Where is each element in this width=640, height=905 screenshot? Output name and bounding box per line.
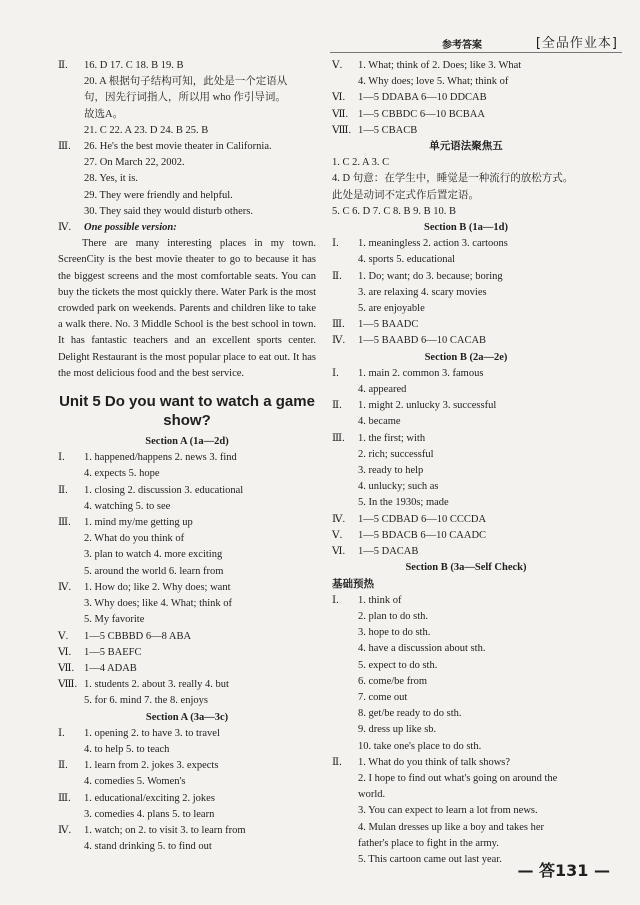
answer-text: 1. mind my/me getting up xyxy=(84,517,193,529)
question-number: Ⅱ. xyxy=(332,270,342,282)
answer-text: 1. How do; like 2. Why does; want xyxy=(84,581,231,593)
answer-line xyxy=(332,674,600,690)
page-header xyxy=(330,30,622,53)
answer-line xyxy=(58,839,316,855)
answer-line xyxy=(332,755,600,771)
answer-text: 3. hope to do sth. xyxy=(358,627,431,639)
answer-line xyxy=(332,58,600,74)
answer-text: 5. for 6. mind 7. the 8. enjoys xyxy=(84,695,208,707)
answer-text: 1—5 DACAB xyxy=(358,546,419,558)
answer-line xyxy=(58,499,316,515)
right-column xyxy=(332,58,600,868)
answer-line xyxy=(332,787,600,803)
section-b1-title: Section B (1a—1d) xyxy=(424,222,508,234)
answer-line xyxy=(58,74,316,90)
question-number: Ⅱ. xyxy=(58,760,68,772)
answer-line xyxy=(332,495,600,511)
answer-text: 30. They said they would disturb others. xyxy=(84,205,253,217)
answer-line xyxy=(58,596,316,612)
answer-text: 5. This cartoon came out last year. xyxy=(358,853,502,865)
answer-text: 4. to help 5. to teach xyxy=(84,743,170,755)
answer-line xyxy=(58,823,316,839)
answer-text: 5. expect to do sth. xyxy=(358,659,438,671)
question-number: Ⅰ. xyxy=(332,238,339,250)
question-number: Ⅶ. xyxy=(332,108,349,120)
section-b3-title: Section B (3a—Self Check) xyxy=(405,562,527,574)
section-b2-title: Section B (2a—2e) xyxy=(424,351,508,363)
answer-line xyxy=(58,483,316,499)
answer-line xyxy=(332,431,600,447)
answer-text: 4. expects 5. hope xyxy=(84,468,160,480)
answer-text: 3. You can expect to learn a lot from news. xyxy=(358,805,538,817)
answer-text: 1—5 BDACB 6—10 CAADC xyxy=(358,529,487,541)
answer-text: world. xyxy=(358,789,386,801)
answer-text: 4. watching 5. to see xyxy=(84,500,171,512)
question-number: Ⅱ. xyxy=(58,60,68,71)
answer-line xyxy=(332,528,600,544)
section-a1-answers xyxy=(58,450,316,709)
answer-text: 4. became xyxy=(358,416,401,428)
question-number: Ⅴ. xyxy=(332,60,343,71)
answer-line xyxy=(58,58,316,74)
answer-text: father's place to fight in the army. xyxy=(358,837,499,849)
question-number: Ⅶ. xyxy=(58,662,75,674)
question-number: Ⅰ. xyxy=(332,594,339,606)
answer-text: 4. sports 5. educational xyxy=(358,254,456,266)
answer-text: 3. plan to watch 4. more exciting xyxy=(84,549,223,561)
answer-line xyxy=(332,593,600,609)
answer-line xyxy=(58,774,316,790)
answer-line xyxy=(332,690,600,706)
answer-line xyxy=(332,463,600,479)
question-number: Ⅲ. xyxy=(332,319,345,331)
answer-line xyxy=(58,742,316,758)
answer-text: 4. unlucky; such as xyxy=(358,481,439,493)
answer-line xyxy=(58,171,316,187)
answer-text: 4. comedies 5. Women's xyxy=(84,776,186,788)
question-number: Ⅱ. xyxy=(332,400,342,412)
answer-text: 4. appeared xyxy=(358,384,407,396)
answer-text: 10. take one's place to do sth. xyxy=(358,740,482,752)
answer-text: 1. might 2. unlucky 3. successful xyxy=(358,400,497,412)
question-number: Ⅰ. xyxy=(58,727,65,739)
answer-line xyxy=(58,580,316,596)
answer-text: 5. are enjoyable xyxy=(358,303,425,315)
question-number: Ⅱ. xyxy=(332,756,342,768)
answer-text: 1. meaningless 2. action 3. cartoons xyxy=(358,238,508,250)
answer-line xyxy=(58,466,316,482)
answer-line xyxy=(332,803,600,819)
answer-line xyxy=(332,544,600,560)
grammar-line: 4. D 句意：在学生中，睡觉是一种流行的放松方式。 xyxy=(332,173,574,185)
answer-text: 1—5 BAABD 6—10 CACAB xyxy=(358,335,487,347)
question-number: Ⅲ. xyxy=(58,517,71,529)
answer-line xyxy=(332,836,600,852)
answer-text: 1—5 CBACB xyxy=(358,124,418,136)
section-a2-title: Section A (3a—3c) xyxy=(145,711,229,723)
section-a1-title: Section A (1a—2d) xyxy=(145,436,229,448)
answer-text: 8. get/be ready to do sth. xyxy=(358,708,462,720)
question-number: Ⅵ. xyxy=(332,92,346,104)
section-b3-subtitle: 基础预热 xyxy=(332,578,374,590)
answer-text: 1. students 2. about 3. really 4. but xyxy=(84,679,229,691)
question-number: Ⅷ. xyxy=(332,124,352,136)
question-number: Ⅳ. xyxy=(332,335,346,347)
section-b3-answers xyxy=(332,593,600,868)
answer-line xyxy=(332,625,600,641)
answer-line xyxy=(58,677,316,693)
answer-line xyxy=(58,123,316,139)
answer-line xyxy=(332,658,600,674)
answer-text: 1. What do you think of talk shows? xyxy=(358,756,511,768)
answer-text: 2. I hope to find out what's going on around the xyxy=(358,772,558,784)
answer-line xyxy=(332,641,600,657)
left-column xyxy=(58,58,316,855)
answer-line xyxy=(58,204,316,220)
answer-line xyxy=(332,333,600,349)
answer-line xyxy=(58,791,316,807)
answer-text: 16. D 17. C 18. B 19. B xyxy=(84,60,184,71)
answer-text: 20. A 根据句子结构可知，此处是一个定语从 xyxy=(84,76,288,88)
header-brand: [全品作业本] xyxy=(535,36,618,51)
answer-line xyxy=(332,414,600,430)
question-number: Ⅰ. xyxy=(58,452,65,464)
section-b1-answers xyxy=(332,236,600,349)
right-top-answers xyxy=(332,58,600,139)
answer-line xyxy=(58,155,316,171)
question-number: Ⅲ. xyxy=(58,141,71,153)
answer-text: 3. ready to help xyxy=(358,465,424,477)
answer-text: 1. watch; on 2. to visit 3. to learn from xyxy=(84,824,246,836)
answer-line xyxy=(58,807,316,823)
answer-line xyxy=(332,722,600,738)
answer-text: 4. stand drinking 5. to find out xyxy=(84,841,212,853)
page-number: — 答131 — xyxy=(517,861,610,880)
question-number: Ⅵ. xyxy=(58,646,72,658)
answer-line xyxy=(332,820,600,836)
answer-line xyxy=(58,531,316,547)
answer-text: 26. He's the best movie theater in California. xyxy=(84,141,272,153)
question-number: Ⅳ. xyxy=(332,513,346,525)
answer-text: 4. Why does; love 5. What; think of xyxy=(358,76,509,88)
answer-line xyxy=(332,252,600,268)
question-number: Ⅳ. xyxy=(58,581,72,593)
answer-text: 1—5 BAEFC xyxy=(84,646,142,658)
answer-text: 故选A。 xyxy=(84,108,124,120)
answer-line xyxy=(58,188,316,204)
answer-text: 1—5 CBBBD 6—8 ABA xyxy=(84,630,192,642)
answer-line xyxy=(58,90,316,106)
answer-line xyxy=(332,366,600,382)
answer-line xyxy=(332,74,600,90)
answer-line xyxy=(332,269,600,285)
answer-text: 1—5 CDBAD 6—10 CCCDA xyxy=(358,513,487,525)
answer-line xyxy=(58,612,316,628)
header-label: 参考答案 xyxy=(442,40,482,51)
answer-text: 1—5 BAADC xyxy=(358,319,419,331)
answer-text: One possible version: xyxy=(84,222,177,234)
left-top-answers xyxy=(58,58,316,236)
answer-text: 1—5 CBBDC 6—10 BCBAA xyxy=(358,108,485,120)
answer-text: 2. plan to do sth. xyxy=(358,610,428,622)
answer-text: 2. What do you think of xyxy=(84,533,185,545)
grammar-title: 单元语法聚焦五 xyxy=(429,141,503,153)
answer-line xyxy=(58,629,316,645)
question-number: Ⅰ. xyxy=(332,367,339,379)
question-number: Ⅳ. xyxy=(58,222,72,234)
answer-text: 1. happened/happens 2. news 3. find xyxy=(84,452,237,464)
question-number: Ⅲ. xyxy=(58,792,71,804)
answer-line xyxy=(332,739,600,755)
answer-line xyxy=(58,547,316,563)
grammar-line: 1. C 2. A 3. C xyxy=(332,157,390,169)
answer-line xyxy=(332,285,600,301)
answer-line xyxy=(332,512,600,528)
answer-line xyxy=(332,317,600,333)
answer-text: 1. the first; with xyxy=(358,432,426,444)
answer-line xyxy=(332,382,600,398)
answer-text: 5. around the world 6. learn from xyxy=(84,565,224,577)
question-number: Ⅴ. xyxy=(332,529,343,541)
answer-text: 3. are relaxing 4. scary movies xyxy=(358,286,487,298)
answer-text: 1—5 DDABA 6—10 DDCAB xyxy=(358,92,487,104)
answer-line xyxy=(332,107,600,123)
answer-line xyxy=(58,139,316,155)
answer-text: 1. Do; want; do 3. because; boring xyxy=(358,270,503,282)
answer-text: 21. C 22. A 23. D 24. B 25. B xyxy=(84,124,209,136)
answer-text: 1. closing 2. discussion 3. educational xyxy=(84,484,244,496)
answer-text: 句，因先行词指人，所以用 who 作引导词。 xyxy=(84,92,286,104)
section-b2-answers xyxy=(332,366,600,560)
answer-text: 29. They were friendly and helpful. xyxy=(84,189,233,201)
answer-line xyxy=(58,107,316,123)
answer-line xyxy=(332,609,600,625)
answer-line xyxy=(58,220,316,236)
answer-line xyxy=(332,447,600,463)
answer-line xyxy=(58,661,316,677)
answer-text: 5. In the 1930s; made xyxy=(358,497,449,509)
answer-line xyxy=(58,726,316,742)
answer-text: 3. Why does; like 4. What; think of xyxy=(84,598,233,610)
answer-line xyxy=(58,645,316,661)
answer-text: 5. My favorite xyxy=(84,614,145,626)
answer-line xyxy=(58,515,316,531)
answer-text: 27. On March 22, 2002. xyxy=(84,157,185,169)
grammar-line: 此处是动词不定式作后置定语。 xyxy=(332,189,479,201)
answer-text: 6. come/be from xyxy=(358,675,428,687)
answer-line xyxy=(332,398,600,414)
section-a2-answers xyxy=(58,726,316,856)
answer-text: 1. What; think of 2. Does; like 3. What xyxy=(358,60,522,71)
answer-text: 1. opening 2. to have 3. to travel xyxy=(84,727,220,739)
question-number: Ⅱ. xyxy=(58,484,68,496)
answer-line xyxy=(58,564,316,580)
grammar-line: 5. C 6. D 7. C 8. B 9. B 10. B xyxy=(332,205,456,217)
answer-line xyxy=(58,693,316,709)
unit-title: Unit 5 Do you want to watch a game show? xyxy=(59,393,315,430)
answer-line xyxy=(332,301,600,317)
answer-text: 1. learn from 2. jokes 3. expects xyxy=(84,760,219,772)
question-number: Ⅵ. xyxy=(332,546,346,558)
question-number: Ⅲ. xyxy=(332,432,345,444)
question-number: Ⅷ. xyxy=(58,679,78,691)
answer-text: 1. think of xyxy=(358,594,402,606)
answer-text: 3. comedies 4. plans 5. to learn xyxy=(84,808,215,820)
essay-text: There are many interesting places in my town. ScreenCity is the best movie theater to go to because it has the biggest screens and the most comfortable seats. You can buy the tickets the most quickly there. Water Park is the most crowded park on weekends. Parents and children like to take a walk there. No. 3 Middle School is the best school in town. It has fantastic teachers and an excellent sports center. Delight Restaurant is the most popular place to eat out. It has the most delicious food and the best service. xyxy=(58,238,316,379)
answer-text: 7. come out xyxy=(358,691,408,703)
answer-line xyxy=(332,479,600,495)
answer-line xyxy=(332,706,600,722)
answer-line xyxy=(332,90,600,106)
answer-text: 28. Yes, it is. xyxy=(84,173,138,185)
answer-text: 4. have a discussion about sth. xyxy=(358,643,486,655)
answer-line xyxy=(332,771,600,787)
answer-text: 1. main 2. common 3. famous xyxy=(358,367,484,379)
answer-line xyxy=(58,758,316,774)
answer-text: 4. Mulan dresses up like a boy and takes her xyxy=(358,821,545,833)
answer-text: 9. dress up like sb. xyxy=(358,724,437,736)
answer-line xyxy=(332,236,600,252)
question-number: Ⅳ. xyxy=(58,824,72,836)
answer-text: 1. educational/exciting 2. jokes xyxy=(84,792,215,804)
answer-text: 2. rich; successful xyxy=(358,448,434,460)
question-number: Ⅴ. xyxy=(58,630,69,642)
answer-line xyxy=(332,123,600,139)
answer-line xyxy=(58,450,316,466)
answer-text: 1—4 ADAB xyxy=(84,662,137,674)
grammar-answers xyxy=(332,155,600,220)
